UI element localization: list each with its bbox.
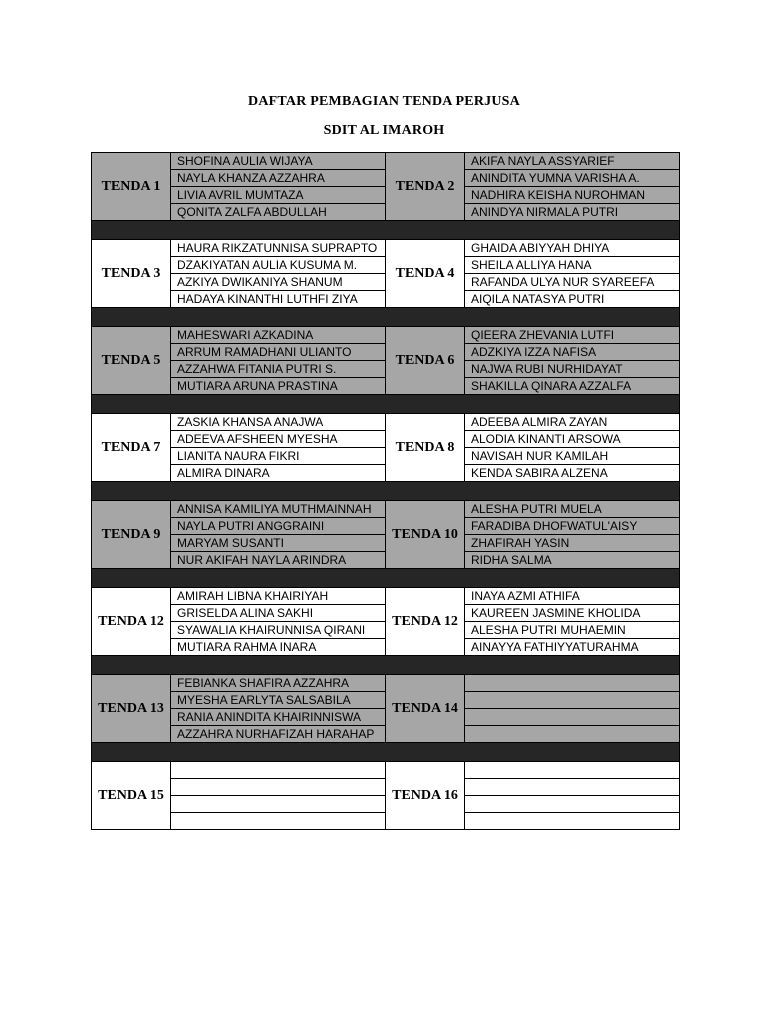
separator-bar bbox=[92, 482, 680, 501]
tent-label: TENDA 2 bbox=[386, 153, 465, 221]
member-name: MUTIARA RAHMA INARA bbox=[171, 639, 386, 656]
member-name: AZZAHRA NURHAFIZAH HARAHAP bbox=[171, 726, 386, 743]
member-name: GHAIDA ABIYYAH DHIYA bbox=[465, 240, 680, 257]
member-name: AZKIYA DWIKANIYA SHANUM bbox=[171, 274, 386, 291]
member-name: NAVISAH NUR KAMILAH bbox=[465, 448, 680, 465]
member-name: ALODIA KINANTI ARSOWA bbox=[465, 431, 680, 448]
member-name: MUTIARA ARUNA PRASTINA bbox=[171, 378, 386, 395]
tent-label: TENDA 9 bbox=[92, 501, 171, 569]
separator-bar bbox=[92, 395, 680, 414]
member-name: ADEEBA ALMIRA ZAYAN bbox=[465, 414, 680, 431]
member-name: KAUREEN JASMINE KHOLIDA bbox=[465, 605, 680, 622]
member-name: ADEEVA AFSHEEN MYESHA bbox=[171, 431, 386, 448]
tent-row bbox=[92, 588, 680, 605]
member-name bbox=[465, 726, 680, 743]
member-name: SYAWALIA KHAIRUNNISA QIRANI bbox=[171, 622, 386, 639]
separator-bar bbox=[92, 221, 680, 240]
member-name: INAYA AZMI ATHIFA bbox=[465, 588, 680, 605]
member-name bbox=[465, 813, 680, 830]
member-name: MYESHA EARLYTA SALSABILA bbox=[171, 692, 386, 709]
tent-label: TENDA 8 bbox=[386, 414, 465, 482]
member-name: SHEILA ALLIYA HANA bbox=[465, 257, 680, 274]
member-name: NADHIRA KEISHA NUROHMAN bbox=[465, 187, 680, 204]
tent-table-body bbox=[92, 153, 680, 830]
member-name: AKIFA NAYLA ASSYARIEF bbox=[465, 153, 680, 170]
member-name bbox=[465, 675, 680, 692]
member-name: AIQILA NATASYA PUTRI bbox=[465, 291, 680, 308]
member-name: NAYLA KHANZA AZZAHRA bbox=[171, 170, 386, 187]
member-name bbox=[171, 762, 386, 779]
member-name: NAYLA PUTRI ANGGRAINI bbox=[171, 518, 386, 535]
member-name bbox=[171, 813, 386, 830]
member-name: AMIRAH LIBNA KHAIRIYAH bbox=[171, 588, 386, 605]
member-name: NUR AKIFAH NAYLA ARINDRA bbox=[171, 552, 386, 569]
tent-label: TENDA 5 bbox=[92, 327, 171, 395]
tent-label: TENDA 1 bbox=[92, 153, 171, 221]
separator-row bbox=[92, 743, 680, 762]
member-name: ZASKIA KHANSA ANAJWA bbox=[171, 414, 386, 431]
separator-bar bbox=[92, 656, 680, 675]
separator-bar bbox=[92, 308, 680, 327]
tent-label: TENDA 12 bbox=[386, 588, 465, 656]
member-name: AINAYYA FATHIYYATURAHMA bbox=[465, 639, 680, 656]
member-name: DZAKIYATAN AULIA KUSUMA M. bbox=[171, 257, 386, 274]
tent-label: TENDA 14 bbox=[386, 675, 465, 743]
page-title: DAFTAR PEMBAGIAN TENDA PERJUSA bbox=[248, 94, 520, 109]
tent-row bbox=[92, 153, 680, 170]
separator-row bbox=[92, 482, 680, 501]
tent-label: TENDA 15 bbox=[92, 762, 171, 830]
member-name: RANIA ANINDITA KHAIRINNISWA bbox=[171, 709, 386, 726]
tent-label: TENDA 4 bbox=[386, 240, 465, 308]
member-name bbox=[465, 796, 680, 813]
member-name: RIDHA SALMA bbox=[465, 552, 680, 569]
member-name: ARRUM RAMADHANI ULIANTO bbox=[171, 344, 386, 361]
separator-row bbox=[92, 221, 680, 240]
member-name: ADZKIYA IZZA NAFISA bbox=[465, 344, 680, 361]
member-name: QONITA ZALFA ABDULLAH bbox=[171, 204, 386, 221]
member-name: LIANITA NAURA FIKRI bbox=[171, 448, 386, 465]
tent-row bbox=[92, 327, 680, 344]
separator-row bbox=[92, 656, 680, 675]
separator-row bbox=[92, 569, 680, 588]
tent-label: TENDA 7 bbox=[92, 414, 171, 482]
tent-label: TENDA 16 bbox=[386, 762, 465, 830]
member-name bbox=[465, 779, 680, 796]
tent-row bbox=[92, 675, 680, 692]
member-name: AZZAHWA FITANIA PUTRI S. bbox=[171, 361, 386, 378]
tent-row bbox=[92, 762, 680, 779]
member-name: ALMIRA DINARA bbox=[171, 465, 386, 482]
member-name: ZHAFIRAH YASIN bbox=[465, 535, 680, 552]
page-subtitle: SDIT AL IMAROH bbox=[323, 123, 445, 138]
separator-bar bbox=[92, 743, 680, 762]
member-name: SHAKILLA QINARA AZZALFA bbox=[465, 378, 680, 395]
member-name: ALESHA PUTRI MUHAEMIN bbox=[465, 622, 680, 639]
member-name: KENDA SABIRA ALZENA bbox=[465, 465, 680, 482]
member-name bbox=[171, 796, 386, 813]
member-name: ALESHA PUTRI MUELA bbox=[465, 501, 680, 518]
member-name: NAJWA RUBI NURHIDAYAT bbox=[465, 361, 680, 378]
separator-row bbox=[92, 395, 680, 414]
separator-row bbox=[92, 308, 680, 327]
member-name bbox=[465, 709, 680, 726]
tent-label: TENDA 3 bbox=[92, 240, 171, 308]
tent-assignment-table bbox=[91, 152, 680, 830]
member-name: QIEERA ZHEVANIA LUTFI bbox=[465, 327, 680, 344]
member-name bbox=[465, 762, 680, 779]
member-name: HAURA RIKZATUNNISA SUPRAPTO bbox=[171, 240, 386, 257]
tent-label: TENDA 12 bbox=[92, 588, 171, 656]
tent-row bbox=[92, 240, 680, 257]
member-name: MARYAM SUSANTI bbox=[171, 535, 386, 552]
member-name: ANINDITA YUMNA VARISHA A. bbox=[465, 170, 680, 187]
member-name: GRISELDA ALINA SAKHI bbox=[171, 605, 386, 622]
member-name: MAHESWARI AZKADINA bbox=[171, 327, 386, 344]
member-name: ANNISA KAMILIYA MUTHMAINNAH bbox=[171, 501, 386, 518]
member-name: SHOFINA AULIA WIJAYA bbox=[171, 153, 386, 170]
member-name: HADAYA KINANTHI LUTHFI ZIYA bbox=[171, 291, 386, 308]
member-name bbox=[465, 692, 680, 709]
member-name: FEBIANKA SHAFIRA AZZAHRA bbox=[171, 675, 386, 692]
tent-label: TENDA 6 bbox=[386, 327, 465, 395]
member-name: ANINDYA NIRMALA PUTRI bbox=[465, 204, 680, 221]
member-name bbox=[171, 779, 386, 796]
separator-bar bbox=[92, 569, 680, 588]
tent-row bbox=[92, 414, 680, 431]
member-name: FARADIBA DHOFWATUL'AISY bbox=[465, 518, 680, 535]
tent-row bbox=[92, 501, 680, 518]
member-name: RAFANDA ULYA NUR SYAREEFA bbox=[465, 274, 680, 291]
tent-label: TENDA 13 bbox=[92, 675, 171, 743]
tent-label: TENDA 10 bbox=[386, 501, 465, 569]
member-name: LIVIA AVRIL MUMTAZA bbox=[171, 187, 386, 204]
